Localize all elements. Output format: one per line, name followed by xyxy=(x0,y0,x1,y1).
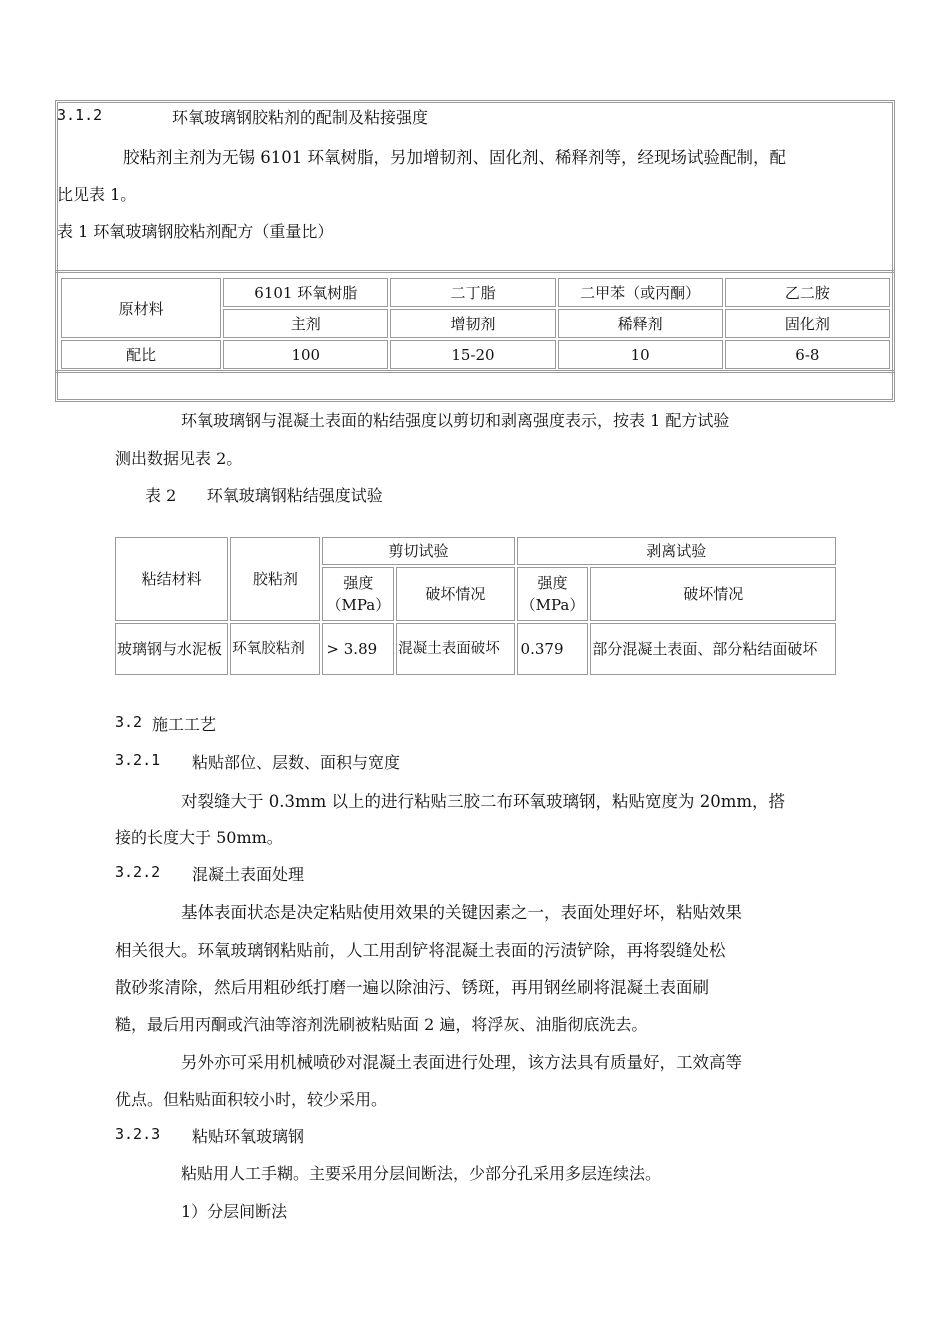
table-cell: 100 xyxy=(223,340,388,369)
paragraph-line: 接的长度大于 50mm。 xyxy=(115,828,283,847)
section-title: 施工工艺 xyxy=(152,715,217,734)
section-title: 环氧玻璃钢胶粘剂的配制及粘接强度 xyxy=(172,108,429,127)
table-cell: 部分混凝土表面、部分粘结面破坏 xyxy=(590,623,836,675)
table-cell: 胶粘剂 xyxy=(230,537,320,621)
table-cell: 粘结材料 xyxy=(115,537,228,621)
table-caption: 表 2 环氧玻璃钢粘结强度试验 xyxy=(145,486,383,505)
section-title: 粘贴环氧玻璃钢 xyxy=(192,1127,305,1146)
section-number: 3.2.3 xyxy=(115,1125,161,1143)
table-cell: 剥离试验 xyxy=(517,537,836,565)
table-cell: > 3.89 xyxy=(322,623,394,675)
table-cell: 二丁脂 xyxy=(390,278,555,307)
table-cell: 剪切试验 xyxy=(322,537,514,565)
paragraph-line: 胶粘剂主剂为无锡 6101 环氧树脂，另加增韧剂、固化剂、稀释剂等，经现场试验配制，配 xyxy=(123,148,786,167)
table-cell: 环氧胶粘剂 xyxy=(230,623,320,675)
section-title: 混凝土表面处理 xyxy=(192,865,305,884)
section-number: 3.2.1 xyxy=(115,751,161,769)
table-cell: 破坏情况 xyxy=(396,567,514,621)
paragraph-line: 测出数据见表 2。 xyxy=(115,449,243,468)
paragraph-line: 环氧玻璃钢与混凝土表面的粘结强度以剪切和剥离强度表示，按表 1 配方试验 xyxy=(181,411,730,430)
table-row xyxy=(115,623,836,675)
paragraph-line: 相关很大。环氧玻璃钢粘贴前，人工用刮铲将混凝土表面的污渍铲除，再将裂缝处松 xyxy=(115,941,726,960)
section-number: 3.1.2 xyxy=(57,106,103,124)
frame-divider xyxy=(55,270,895,273)
table-cell: 混凝土表面破坏 xyxy=(396,623,514,675)
paragraph-line: 散砂浆清除，然后用粗砂纸打磨一遍以除油污、锈斑，再用钢丝刷将混凝土表面刷 xyxy=(115,978,709,997)
table-cell: 原材料 xyxy=(61,278,221,338)
table-caption: 表 1 环氧玻璃钢胶粘剂配方（重量比） xyxy=(57,222,334,241)
table-2-bond-strength xyxy=(113,535,838,677)
table-row xyxy=(61,278,890,307)
table-cell: 固化剂 xyxy=(725,309,890,338)
section-number: 3.2.2 xyxy=(115,863,161,881)
table-row xyxy=(115,537,836,565)
paragraph-line: 另外亦可采用机械喷砂对混凝土表面进行处理，该方法具有质量好，工效高等 xyxy=(181,1053,742,1072)
table-cell: 增韧剂 xyxy=(390,309,555,338)
table-cell: 0.379 xyxy=(517,623,589,675)
paragraph-line: 对裂缝大于 0.3mm 以上的进行粘贴三胶二布环氧玻璃钢，粘贴宽度为 20mm，搭 xyxy=(181,792,786,811)
table-cell: 强度（MPa） xyxy=(517,567,589,621)
table-cell: 稀释剂 xyxy=(558,309,723,338)
table-cell: 破坏情况 xyxy=(590,567,836,621)
table-cell: 6-8 xyxy=(725,340,890,369)
paragraph-line: 粘贴用人工手糊。主要采用分层间断法，少部分孔采用多层连续法。 xyxy=(181,1164,662,1183)
paragraph-line: 优点。但粘贴面积较小时，较少采用。 xyxy=(115,1090,388,1109)
paragraph-line: 比见表 1。 xyxy=(57,185,137,204)
table-cell: 玻璃钢与水泥板 xyxy=(115,623,228,675)
table-row xyxy=(61,340,890,369)
table-cell: 6101 环氧树脂 xyxy=(223,278,388,307)
table-cell: 15-20 xyxy=(390,340,555,369)
table-1-formula xyxy=(59,276,892,371)
table-cell: 主剂 xyxy=(223,309,388,338)
table-cell: 乙二胺 xyxy=(725,278,890,307)
table-cell: 强度（MPa） xyxy=(322,567,394,621)
paragraph-line: 糙，最后用丙酮或汽油等溶剂洗刷被粘贴面 2 遍，将浮灰、油脂彻底洗去。 xyxy=(115,1015,648,1034)
section-title: 粘贴部位、层数、面积与宽度 xyxy=(192,753,401,772)
table-cell: 10 xyxy=(558,340,723,369)
table-cell: 配比 xyxy=(61,340,221,369)
paragraph-line: 基体表面状态是决定粘贴使用效果的关键因素之一，表面处理好坏，粘贴效果 xyxy=(181,903,742,922)
section-number: 3.2 xyxy=(115,713,143,731)
table-cell: 二甲苯（或丙酮） xyxy=(558,278,723,307)
list-item: 1）分层间断法 xyxy=(181,1202,288,1221)
